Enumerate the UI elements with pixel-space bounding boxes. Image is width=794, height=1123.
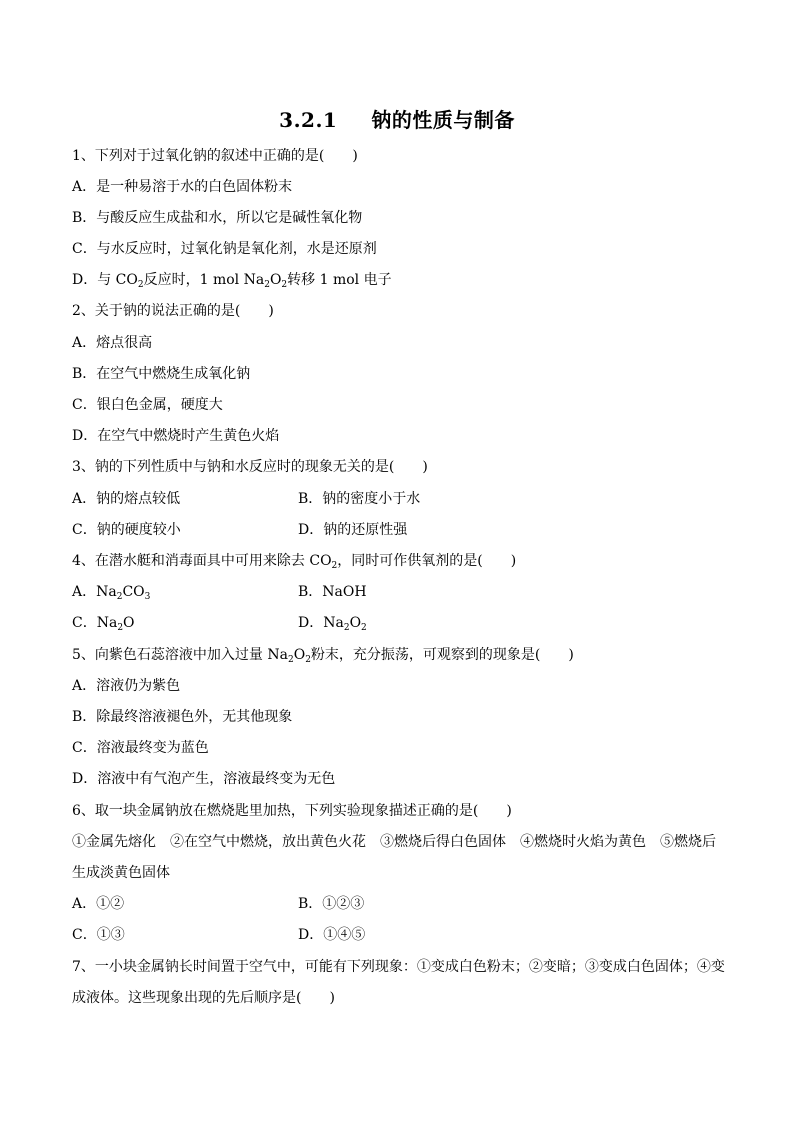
question-4-stem: 4、在潜水艇和消毒面具中可用来除去 $CO_2$，同时可作供氧剂的是( ) (72, 553, 517, 571)
question-4-option-b: B．NaOH (298, 584, 367, 600)
section-title: 钠的性质与制备 (371, 108, 515, 132)
question-7-stem-line-2: 成液体。这些现象出现的先后顺序是( ) (72, 990, 335, 1006)
question-3-option-d: D．钠的还原性强 (298, 522, 408, 538)
question-6-option-b: B．①②③ (298, 896, 365, 912)
question-5-stem: 5、向紫色石蕊溶液中加入过量 $Na_2O_2$粉末，充分振荡，可观察到的现象是( ) (72, 647, 574, 665)
question-2-option-a: A．熔点很高 (72, 335, 153, 351)
question-6-option-c: C．①③ (72, 927, 125, 943)
question-3-option-a: A．钠的熔点较低 (72, 491, 181, 507)
question-2-stem: 2、关于钠的说法正确的是( ) (72, 303, 274, 319)
question-6-option-d: D．①④⑤ (298, 927, 366, 943)
question-6-detail-line-2: 生成淡黄色固体 (72, 865, 170, 881)
question-7-stem-line-1: 7、一小块金属钠长时间置于空气中，可能有下列现象：①变成白色粉末；②变暗；③变成白色固体；④变 (72, 959, 725, 975)
question-5-option-d: D．溶液中有气泡产生，溶液最终变为无色 (72, 771, 336, 787)
question-6-stem: 6、取一块金属钠放在燃烧匙里加热，下列实验现象描述正确的是( ) (72, 803, 512, 819)
question-1-option-d: D．与 $CO_2$反应时，1 mol $Na_2O_2$转移 1 mol 电子 (72, 272, 392, 290)
question-4-option-a: A．$Na_2CO_3$ (72, 584, 151, 602)
section-number: 3.2.1 (279, 108, 338, 132)
question-4-option-c: C．$Na_2O$ (72, 615, 135, 633)
question-1-option-c: C．与水反应时，过氧化钠是氧化剂，水是还原剂 (72, 241, 377, 257)
question-2-option-c: C．银白色金属，硬度大 (72, 397, 223, 413)
question-4-option-d: D．$Na_2O_2$ (298, 615, 367, 633)
question-1-option-b: B．与酸反应生成盐和水，所以它是碱性氧化物 (72, 210, 363, 226)
question-5-option-c: C．溶液最终变为蓝色 (72, 740, 209, 756)
question-3-option-b: B．钠的密度小于水 (298, 491, 421, 507)
question-1-stem: 1、下列对于过氧化钠的叙述中正确的是( ) (72, 148, 358, 164)
question-2-option-b: B．在空气中燃烧生成氧化钠 (72, 366, 251, 382)
question-3-option-c: C．钠的硬度较小 (72, 522, 181, 538)
question-2-option-d: D．在空气中燃烧时产生黄色火焰 (72, 428, 280, 444)
question-6-option-a: A．①② (72, 896, 125, 912)
question-3-stem: 3、钠的下列性质中与钠和水反应时的现象无关的是( ) (72, 459, 428, 475)
question-6-detail-line-1: ①金属先熔化 ②在空气中燃烧，放出黄色火花 ③燃烧后得白色固体 ④燃烧时火焰为黄色 ⑤燃烧后 (72, 834, 716, 850)
question-1-option-a: A．是一种易溶于水的白色固体粉末 (72, 179, 293, 195)
question-5-option-a: A．溶液仍为紫色 (72, 678, 181, 694)
page-title (0, 104, 794, 133)
question-5-option-b: B．除最终溶液褪色外，无其他现象 (72, 709, 293, 725)
